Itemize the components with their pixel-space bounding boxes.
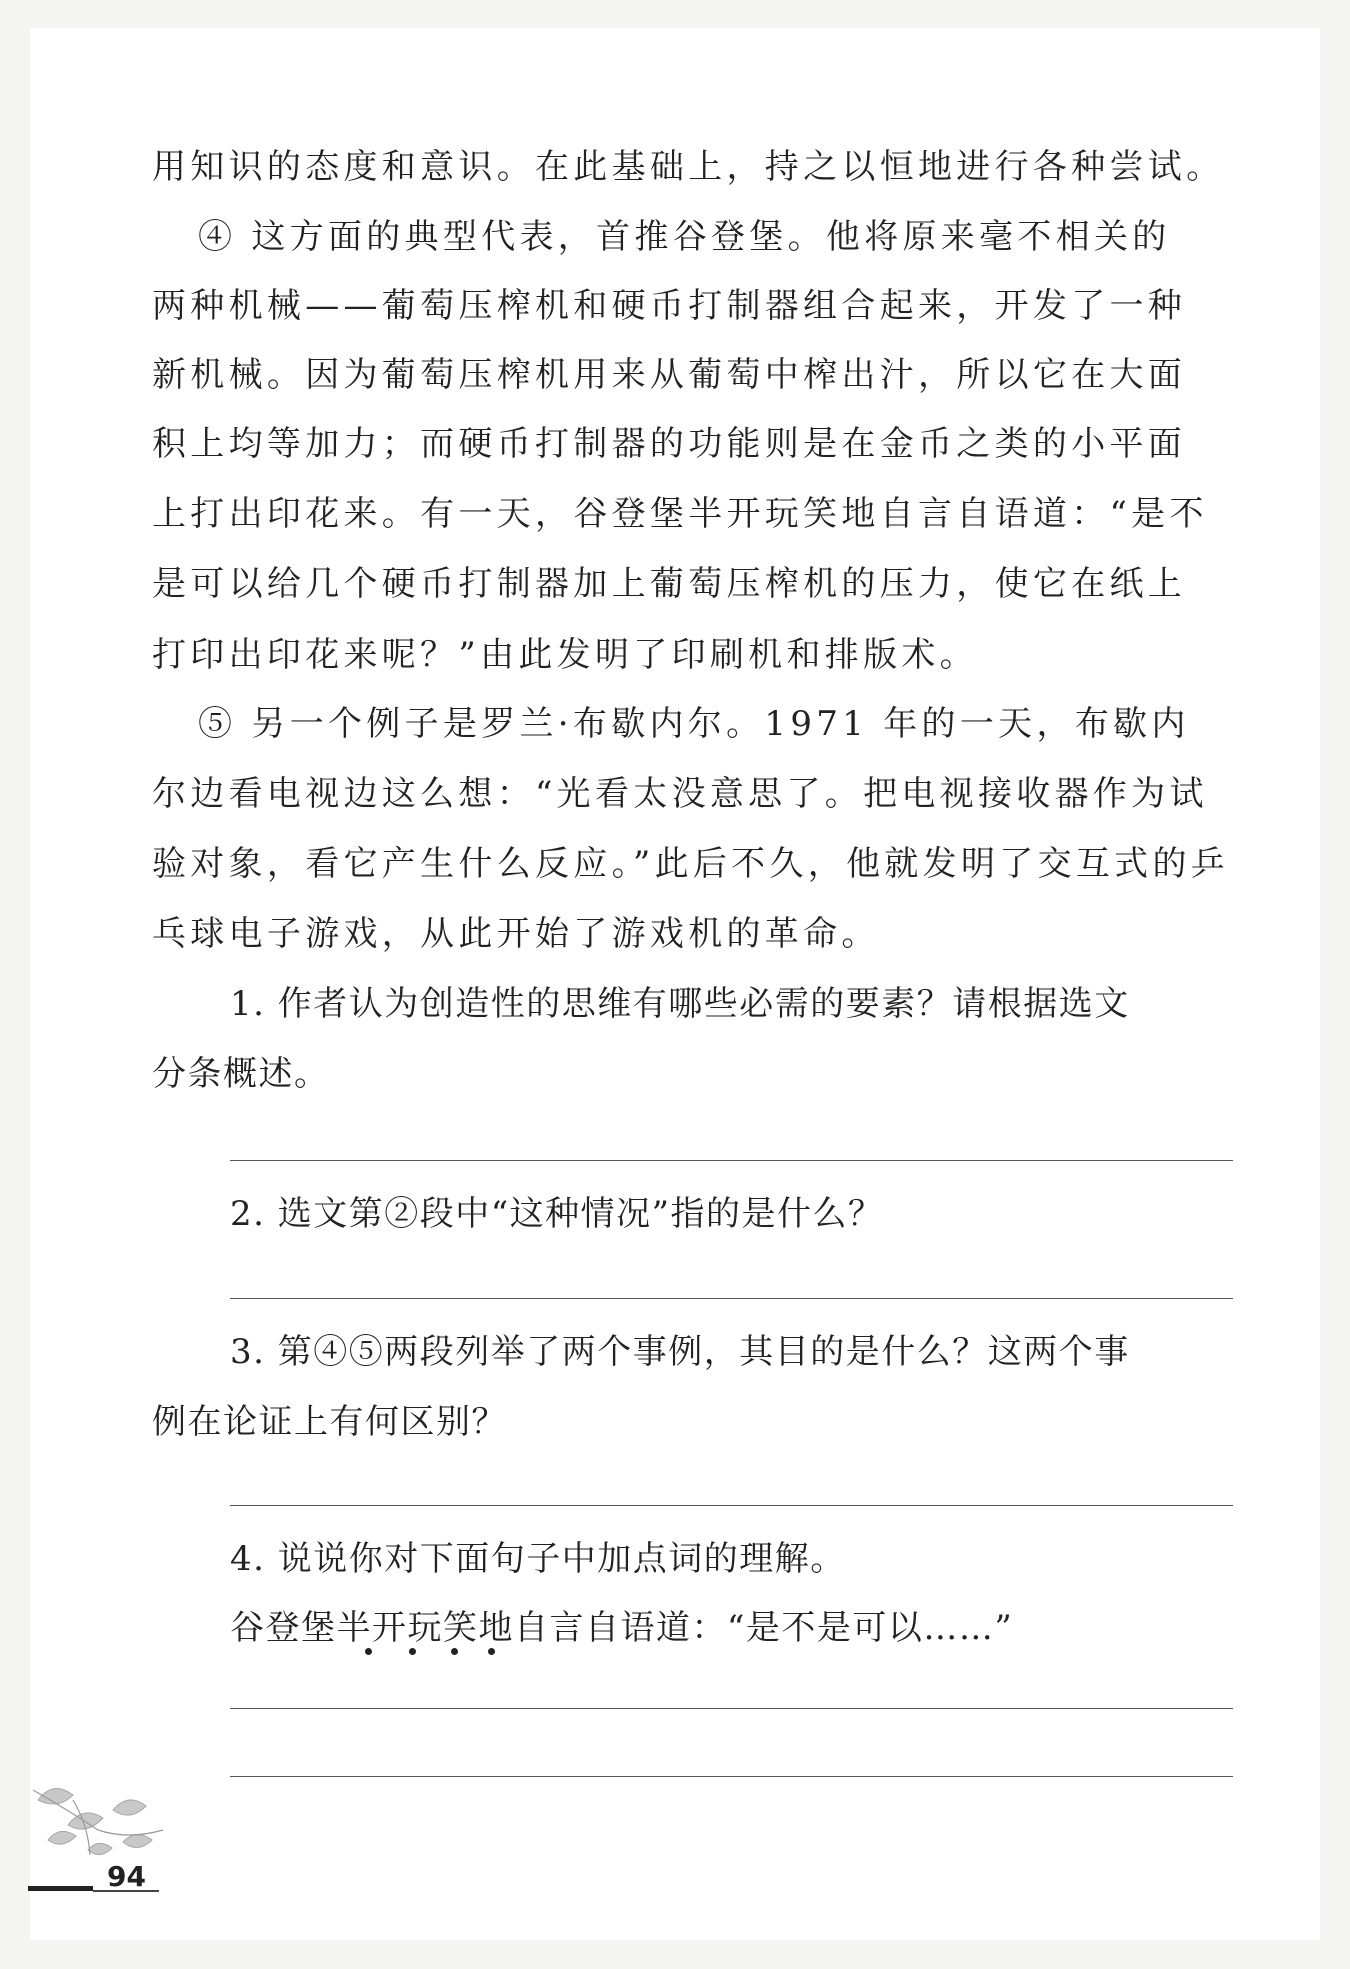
passage-line: ④ 这方面的典型代表，首推谷登堡。他将原来毫不相关的	[198, 217, 1171, 257]
passage-line: 验对象，看它产生什么反应。”此后不久，他就发明了交互式的乒	[152, 844, 1230, 884]
answer-line[interactable]	[230, 1708, 1233, 1709]
emphasis-dot	[451, 1648, 458, 1655]
quoted-sentence: 谷登堡半开玩笑地自言自语道：“是不是可以……”	[230, 1608, 1014, 1648]
passage-line: 用知识的态度和意识。在此基础上，持之以恒地进行各种尝试。	[152, 147, 1225, 187]
answer-line[interactable]	[230, 1505, 1233, 1506]
question-3-line: 例在论证上有何区别？	[152, 1402, 507, 1442]
passage-line: 打印出印花来呢？”由此发明了印刷机和排版术。	[152, 635, 978, 675]
page-number: 94	[107, 1860, 146, 1893]
passage-line: ⑤ 另一个例子是罗兰·布歇内尔。1971 年的一天，布歇内	[198, 704, 1190, 744]
question-4-line: 4. 说说你对下面句子中加点词的理解。	[230, 1539, 846, 1579]
question-2-line: 2. 选文第②段中“这种情况”指的是什么？	[230, 1194, 884, 1234]
question-1-line: 分条概述。	[152, 1054, 330, 1094]
question-1-line: 1. 作者认为创造性的思维有哪些必需的要素？请根据选文	[230, 984, 1130, 1024]
answer-line[interactable]	[230, 1160, 1233, 1161]
passage-line: 新机械。因为葡萄压榨机用来从葡萄中榨出汁，所以它在大面	[152, 355, 1187, 395]
emphasis-dot	[365, 1648, 372, 1655]
emphasis-dot	[409, 1648, 416, 1655]
passage-line: 两种机械——葡萄压榨机和硬币打制器组合起来，开发了一种	[152, 286, 1187, 326]
page-number-bar	[28, 1886, 93, 1891]
passage-line: 乓球电子游戏，从此开始了游戏机的革命。	[152, 914, 880, 954]
passage-line: 积上均等加力；而硬币打制器的功能则是在金币之类的小平面	[152, 424, 1187, 464]
answer-line[interactable]	[230, 1298, 1233, 1299]
answer-line[interactable]	[230, 1776, 1233, 1777]
passage-line: 上打出印花来。有一天，谷登堡半开玩笑地自言自语道：“是不	[152, 494, 1208, 534]
question-3-line: 3. 第④⑤两段列举了两个事例，其目的是什么？这两个事	[230, 1332, 1130, 1372]
passage-line: 是可以给几个硬币打制器加上葡萄压榨机的压力，使它在纸上	[152, 564, 1187, 604]
emphasis-dot	[488, 1648, 495, 1655]
leaf-decoration-icon	[28, 1770, 168, 1870]
passage-line: 尔边看电视边这么想：“光看太没意思了。把电视接收器作为试	[152, 774, 1208, 814]
